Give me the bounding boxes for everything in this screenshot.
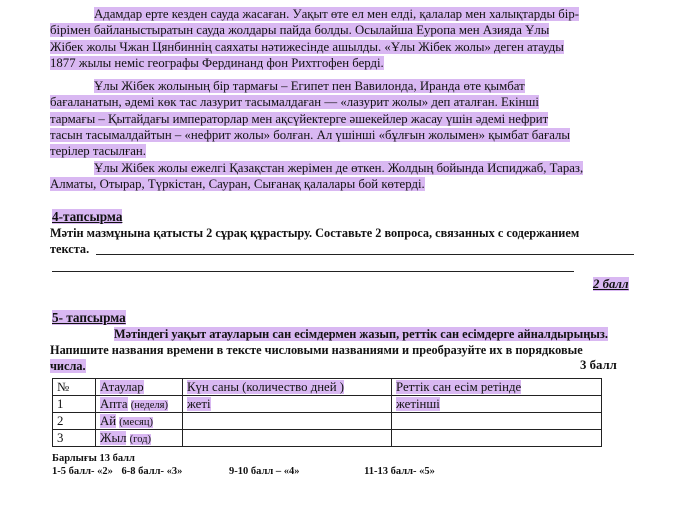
header-names: Атаулар — [96, 379, 183, 396]
text-line: бірімен байланыстыратын сауда жолдары пайда болды. Осылайша Еуропа мен Азияда Ұлы — [50, 23, 550, 38]
text-line: Адамдар ерте кезден сауда жасаған. Уақыт өте ел мен елді, қалалар мен халықтарды бір- — [94, 7, 579, 21]
text-line: бағаланатын, әдемі көк тас лазурит тасымалдаған — «лазурит жолы» деп аталған. Екінші — [50, 95, 539, 110]
paragraph-2 — [50, 78, 638, 159]
header-day-count: Күн саны (количество дней ) — [183, 379, 392, 396]
table-row: 2 Ай (месяц) — [53, 413, 602, 430]
table-row: 1 Апта (неделя) жеті жетінші — [53, 396, 602, 413]
paragraph-1 — [50, 6, 638, 71]
task4-heading: 4-тапсырма — [52, 209, 123, 224]
text-line: тармағы – Қытайдағы императорлар мен ақсүйектерге әшекейлер жасау үшін әдемі нефрит — [50, 111, 549, 126]
score-scale: 1-5 балл- «2» 6-8 балл- «3» 9-10 балл – «4» 11-13 балл- «5» — [52, 466, 435, 477]
text-line: Жібек жолы Чжан Цянбиннің саяхаты нәтижесінде ашылды. «Ұлы Жібек жолы» деген атауды — [50, 39, 564, 54]
header-ordinal: Реттік сан есім ретінде — [392, 379, 602, 396]
text-line: 1877 жылы неміс географы Фердинанд фон Рихтгофен берді. — [50, 55, 384, 70]
task5-instruction: Мәтіндегі уақыт атауларын сан есімдермен жазып, реттік сан есімдерге айналдырыңыз. Напишите названия времени в тексте числовыми названиями и преобразуйте их в порядковые числа. — [50, 327, 608, 373]
header-num: № — [53, 379, 96, 396]
answer-line-1[interactable] — [96, 254, 634, 255]
text-line: Ұлы Жібек жолының бір тармағы – Египет пен Вавилонда, Иранда өте қымбат — [94, 79, 525, 93]
task5-heading: 5- тапсырма — [52, 310, 126, 325]
task4-instruction: Мәтін мазмұнына қатысты 2 сұрақ құрастыру. Составьте 2 вопроса, связанных с содержанием текста. — [50, 226, 580, 256]
task5-points: 3 балл — [580, 358, 617, 372]
task4-points: 2 балл — [593, 277, 629, 291]
text-line: Ұлы Жібек жолы ежелгі Қазақстан жерімен де өткен. Жолдың бойында Испиджаб, Тараз, — [94, 161, 584, 175]
answer-line-2[interactable] — [52, 271, 574, 272]
time-names-table — [52, 378, 602, 447]
table-row: 3 Жыл (год) — [53, 430, 602, 447]
paragraph-3 — [50, 160, 638, 193]
text-line: терілер тасылған. — [50, 144, 146, 159]
table-header-row — [53, 379, 602, 396]
text-line: тасын тасымалдайтын – «нефрит жолы» болған. Ал үшінші «бұлғын жолымен» қымбат бағалы — [50, 127, 570, 142]
text-line: Алматы, Отырар, Түркістан, Сауран, Сығанақ қалалары бой көтерді. — [50, 177, 425, 192]
score-total: Барлығы 13 балл — [52, 453, 135, 464]
